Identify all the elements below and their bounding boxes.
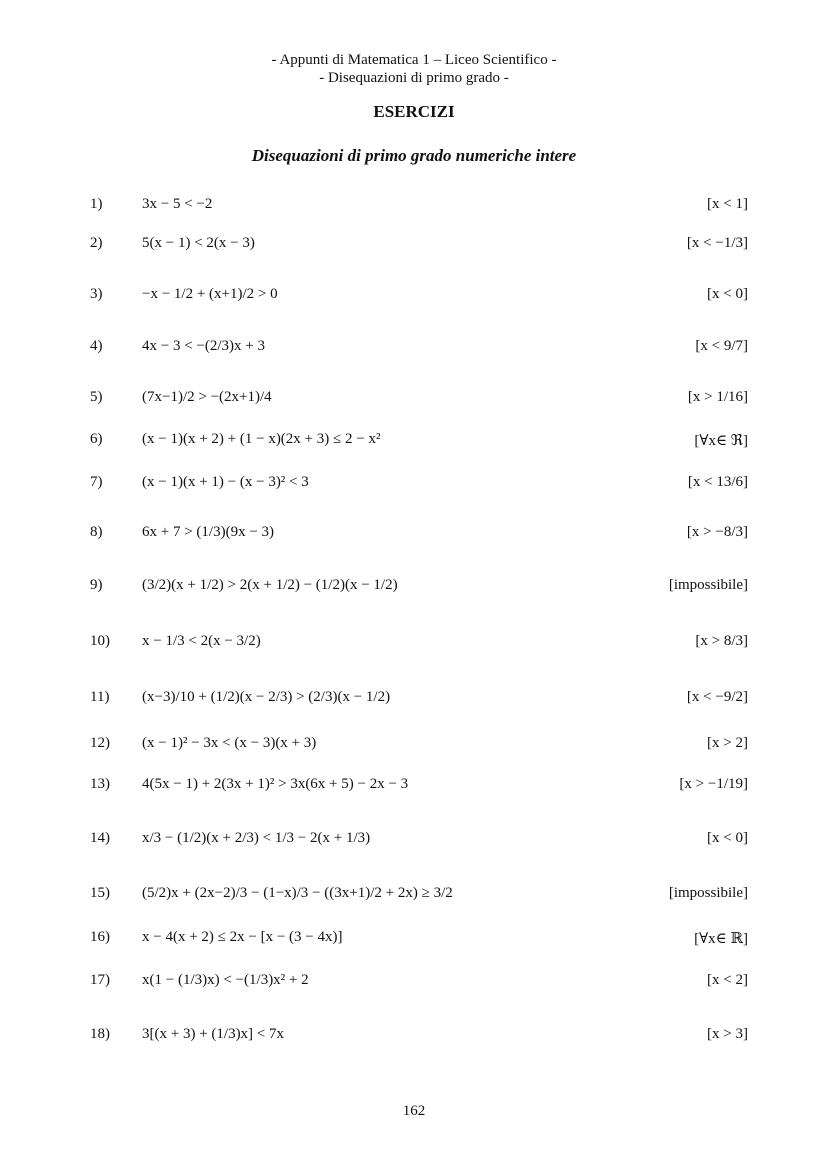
exercise-answer: [∀x∈ ℝ] bbox=[694, 931, 748, 947]
running-header-line2: - Disequazioni di primo grado - bbox=[319, 70, 509, 86]
exercise-expression: 3[(x + 3) + (1/3)x] < 7x bbox=[142, 1026, 285, 1042]
exercise-expression: 3x − 5 < −2 bbox=[142, 196, 213, 212]
exercise-expression: x − 4(x + 2) ≤ 2x − [x − (3 − 4x)] bbox=[142, 929, 343, 945]
exercise-expression: x/3 − (1/2)(x + 2/3) < 1/3 − 2(x + 1/3) bbox=[142, 830, 371, 846]
exercise-answer: [x > −1/19] bbox=[679, 776, 748, 792]
exercise-number: 12) bbox=[90, 735, 110, 751]
exercise-expression: (7x−1)/2 > −(2x+1)/4 bbox=[142, 389, 272, 405]
exercise-number: 16) bbox=[90, 929, 110, 945]
exercise-answer: [x > 3] bbox=[707, 1026, 748, 1042]
running-header-line1: - Appunti di Matematica 1 – Liceo Scientifico - bbox=[271, 52, 557, 68]
exercise-answer: [x < 0] bbox=[707, 286, 748, 302]
exercise-answer: [x > 1/16] bbox=[687, 389, 748, 405]
exercise-number: 6) bbox=[90, 431, 103, 447]
exercise-number: 5) bbox=[90, 389, 103, 405]
exercise-number: 7) bbox=[90, 474, 103, 490]
exercise-number: 18) bbox=[90, 1026, 110, 1042]
exercise-answer: [x < 13/6] bbox=[687, 474, 748, 490]
exercise-expression: (x − 1)² − 3x < (x − 3)(x + 3) bbox=[142, 735, 317, 751]
exercise-expression: x(1 − (1/3)x) < −(1/3)x² + 2 bbox=[142, 972, 309, 988]
exercise-number: 13) bbox=[90, 776, 110, 792]
exercise-answer: [x < −9/2] bbox=[686, 689, 748, 705]
exercise-answer: [x < 0] bbox=[707, 830, 748, 846]
exercise-expression: (5/2)x + (2x−2)/3 − (1−x)/3 − ((3x+1)/2 + 2x) ≥ 3/2 bbox=[142, 885, 453, 901]
exercise-answer: [x > 8/3] bbox=[695, 633, 748, 649]
page-title: ESERCIZI bbox=[373, 102, 455, 121]
exercise-expression: 4x − 3 < −(2/3)x + 3 bbox=[142, 338, 265, 354]
exercise-answer: [impossibile] bbox=[668, 577, 748, 593]
exercise-expression: −x − 1/2 + (x+1)/2 > 0 bbox=[142, 286, 278, 302]
exercise-number: 3) bbox=[90, 286, 103, 302]
exercise-number: 1) bbox=[90, 196, 103, 212]
exercise-answer: [∀x∈ ℜ] bbox=[694, 433, 748, 449]
exercise-number: 9) bbox=[90, 577, 103, 593]
exercise-number: 8) bbox=[90, 524, 103, 540]
exercise-expression: (3/2)(x + 1/2) > 2(x + 1/2) − (1/2)(x − 1/2) bbox=[142, 577, 398, 593]
exercise-expression: x − 1/3 < 2(x − 3/2) bbox=[142, 633, 261, 649]
exercise-number: 10) bbox=[90, 633, 110, 649]
exercise-number: 2) bbox=[90, 235, 103, 251]
exercise-answer: [x < 2] bbox=[707, 972, 748, 988]
exercise-expression: 5(x − 1) < 2(x − 3) bbox=[142, 235, 255, 251]
exercise-answer: [x < −1/3] bbox=[686, 235, 748, 251]
exercise-number: 15) bbox=[90, 885, 110, 901]
exercise-number: 11) bbox=[90, 689, 110, 705]
section-subtitle: Disequazioni di primo grado numeriche intere bbox=[251, 146, 577, 165]
exercise-expression: 6x + 7 > (1/3)(9x − 3) bbox=[142, 524, 275, 540]
page-number: 162 bbox=[402, 1103, 426, 1119]
exercise-expression: 4(5x − 1) + 2(3x + 1)² > 3x(6x + 5) − 2x − 3 bbox=[142, 776, 409, 792]
exercise-answer: [x > −8/3] bbox=[686, 524, 748, 540]
exercise-number: 4) bbox=[90, 338, 103, 354]
exercise-answer: [impossibile] bbox=[668, 885, 748, 901]
exercise-answer: [x < 1] bbox=[707, 196, 748, 212]
exercise-answer: [x > 2] bbox=[707, 735, 748, 751]
exercise-expression: (x−3)/10 + (1/2)(x − 2/3) > (2/3)(x − 1/2) bbox=[142, 689, 391, 705]
exercise-expression: (x − 1)(x + 2) + (1 − x)(2x + 3) ≤ 2 − x² bbox=[142, 431, 381, 447]
exercise-number: 17) bbox=[90, 972, 110, 988]
exercise-number: 14) bbox=[90, 830, 110, 846]
exercise-expression: (x − 1)(x + 1) − (x − 3)² < 3 bbox=[142, 474, 309, 490]
exercise-answer: [x < 9/7] bbox=[695, 338, 748, 354]
